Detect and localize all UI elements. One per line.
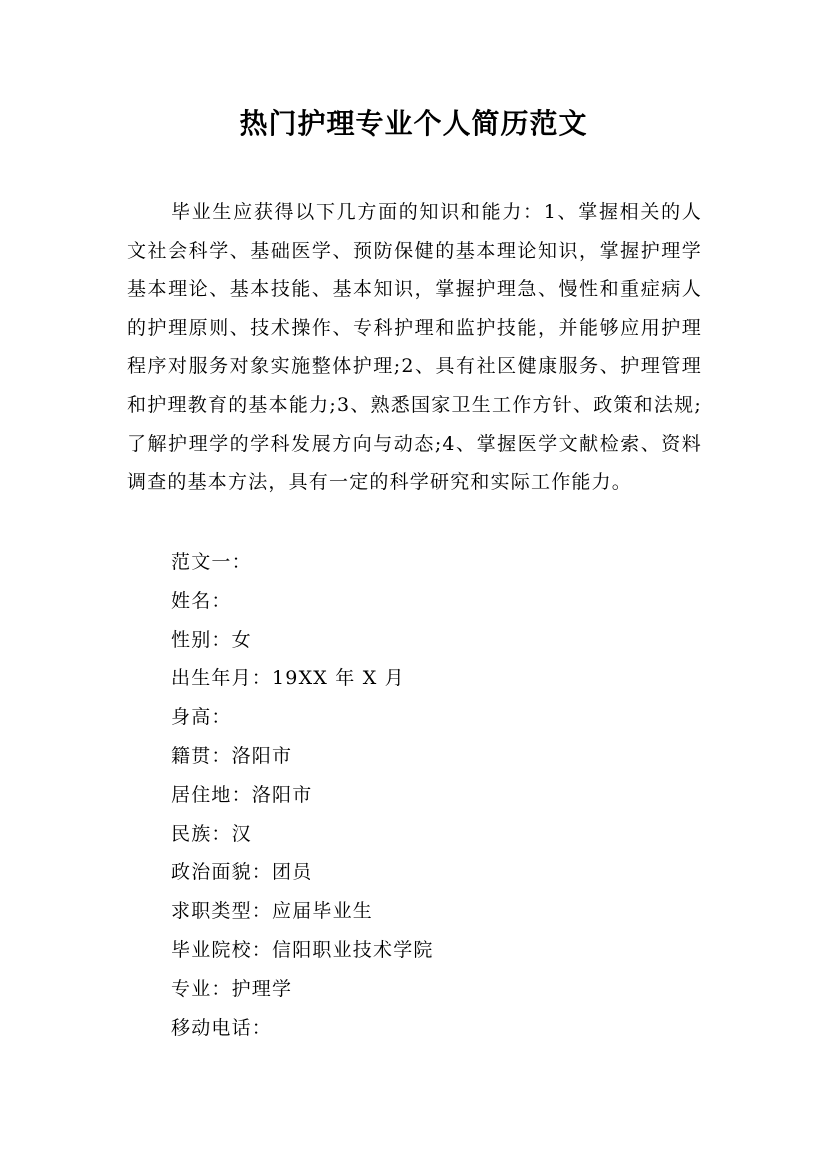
field-job-type: 求职类型：应届毕业生 (171, 900, 374, 923)
field-gender: 性别：女 (171, 628, 252, 651)
field-native-place: 籍贯：洛阳市 (171, 744, 293, 767)
field-mobile-phone: 移动电话： (171, 1016, 273, 1039)
field-school: 毕业院校：信阳职业技术学院 (171, 938, 434, 961)
field-name: 姓名： (171, 589, 232, 612)
intro-paragraph: 毕业生应获得以下几方面的知识和能力：1、掌握相关的人文社会科学、基础医学、预防保健的基本理论知识，掌握护理学基本理论、基本技能、基本知识，掌握护理急、慢性和重症病人的护理原则、技术操作、专科护理和监护技能，并能够应用护理程序对服务对象实施整体护理;2、具有社区健康服务、护理管理和护理教育的基本能力;3、熟悉国家卫生工作方针、政策和法规;了解护理学的学科发展方向与动态;4、掌握医学文献检索、资料调查的基本方法，具有一定的科学研究和实际工作能力。 (127, 201, 702, 494)
document-title: 热门护理专业个人简历范文 (239, 107, 588, 140)
field-residence: 居住地：洛阳市 (171, 783, 313, 806)
field-ethnicity: 民族：汉 (171, 822, 252, 845)
sample-heading: 范文一： (171, 551, 252, 573)
field-birth-date: 出生年月：19XX 年 X 月 (171, 667, 405, 690)
field-height: 身高： (171, 706, 232, 729)
field-political-status: 政治面貌：团员 (171, 861, 313, 884)
resume-sample-lines (171, 543, 434, 1047)
field-major: 专业：护理学 (171, 977, 293, 1000)
